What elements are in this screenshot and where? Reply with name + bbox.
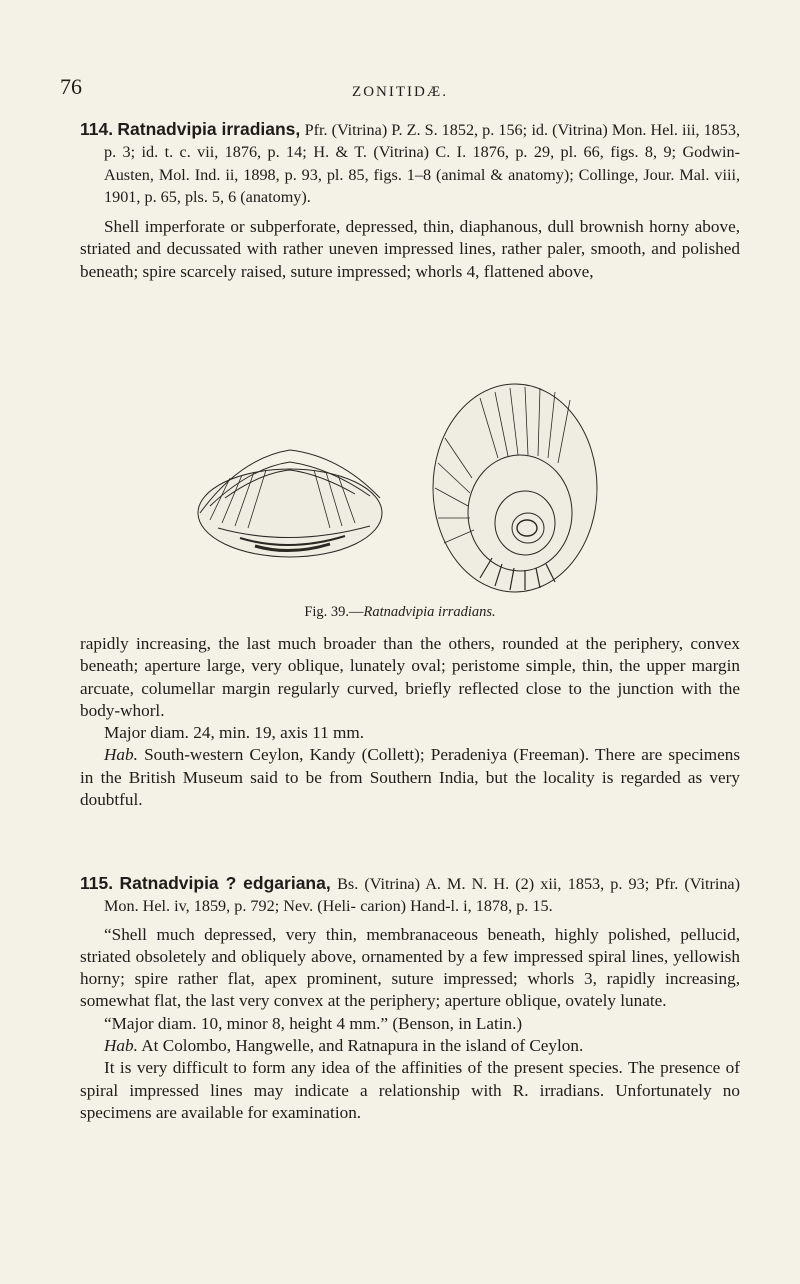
species-114-heading (80, 118, 740, 208)
figure-caption-name: Ratnadvipia irradians. (363, 604, 496, 620)
running-head: ZONITIDÆ. (352, 84, 448, 100)
reference-line: 1853, p. 93; Pfr. (Vitrina) Mon. Hel. iv, 1859, p. 792; Nev. (Heli- (104, 875, 741, 916)
species-114-block (80, 118, 740, 283)
figure-caption (0, 604, 800, 621)
description-paragraph: “Shell much depressed, very thin, membranaceous beneath, highly polished, pellucid, striated obsoletely and obliquely above, ornamented by a few impressed spiral lines, yellowish horny; spire rather flat, apex prominent, suture impressed; whorls 3, rapidly increasing, somewhat flat, the last very convex at the periphery; aperture oblique, ovately lunate. (80, 924, 740, 1011)
species-number: 115. (80, 873, 114, 893)
species-114-continued (80, 633, 740, 811)
species-name: Ratnadvipia ? edgariana, (119, 873, 331, 893)
dimensions: “Major diam. 10, minor 8, height 4 mm.” (Benson, in Latin.) (104, 1013, 523, 1033)
reference-line: anatomy); Collinge, Jour. Mal. viii, 1901, p. 65, pls. 5, 6 (anatomy). (104, 165, 740, 206)
shell-figure (180, 378, 620, 598)
species-115-heading (80, 872, 740, 918)
shell-top-view (433, 384, 597, 592)
description-paragraph: Shell imperforate or subperforate, depressed, thin, diaphanous, dull brownish horny above, striated and decussated with rather uneven impressed lines, rather paler, smooth, and polished beneath; spire scarcely raised, suture impressed; whorls 4, flattened above, (80, 217, 740, 281)
reference-line: Bs. (Vitrina) A. M. N. H. (2) xii, (337, 875, 562, 893)
reference-line: carion) Hand-l. i, 1878, p. 15. (360, 897, 553, 916)
species-115-block (80, 872, 740, 1124)
reference-line: Pfr. (Vitrina) P. Z. S. 1852, p. 156; (304, 121, 528, 139)
note-paragraph: It is very difficult to form any idea of the affinities of the present species. The presence of spiral impressed lines may indicate a relationship with R. irradians. Unfortunately no specimens are available for examination. (80, 1058, 740, 1122)
dimensions: Major diam. 24, min. 19, axis 11 mm. (104, 723, 365, 743)
habitat-label: Hab. (104, 745, 138, 765)
shell-side-view (198, 450, 382, 557)
habitat-text: At Colombo, Hangwelle, and Ratnapura in the island of Ceylon. (141, 1036, 584, 1056)
reference-line: H. & T. (Vitrina) C. I. 1876, p. 29, pl. 66, figs. 8, 9; Godwin- (313, 143, 741, 162)
reference-line: id. (Vitrina) Mon. Hel. iii, 1853, p. 3; id. t. c. vii, 1876, p. 14; (104, 121, 741, 162)
reference-line: Austen, Mol. Ind. ii, 1898, p. 93, pl. 85, figs. 1–8 (animal & (104, 165, 503, 184)
species-number: 114. (80, 119, 114, 139)
habitat-label: Hab. (104, 1036, 138, 1056)
page-number: 76 (60, 74, 82, 99)
habitat-text: South-western Ceylon, Kandy (Collett); Peradeniya (Freeman). There are specimens in the British Museum said to be from Southern India, but the locality is regarded as very doubtful. (80, 745, 741, 810)
species-name: Ratnadvipia irradians, (117, 119, 301, 139)
habitat-paragraph (80, 744, 740, 811)
habitat-paragraph (80, 1035, 740, 1057)
description-paragraph: rapidly increasing, the last much broader than the others, rounded at the periphery, convex beneath; aperture large, very oblique, lunately oval; peristome simple, thin, the upper margin arcuate, columellar margin regularly curved, briefly reflected close to the junction with the body-whorl. (80, 634, 740, 720)
figure-caption-label: Fig. 39.— (304, 604, 364, 620)
